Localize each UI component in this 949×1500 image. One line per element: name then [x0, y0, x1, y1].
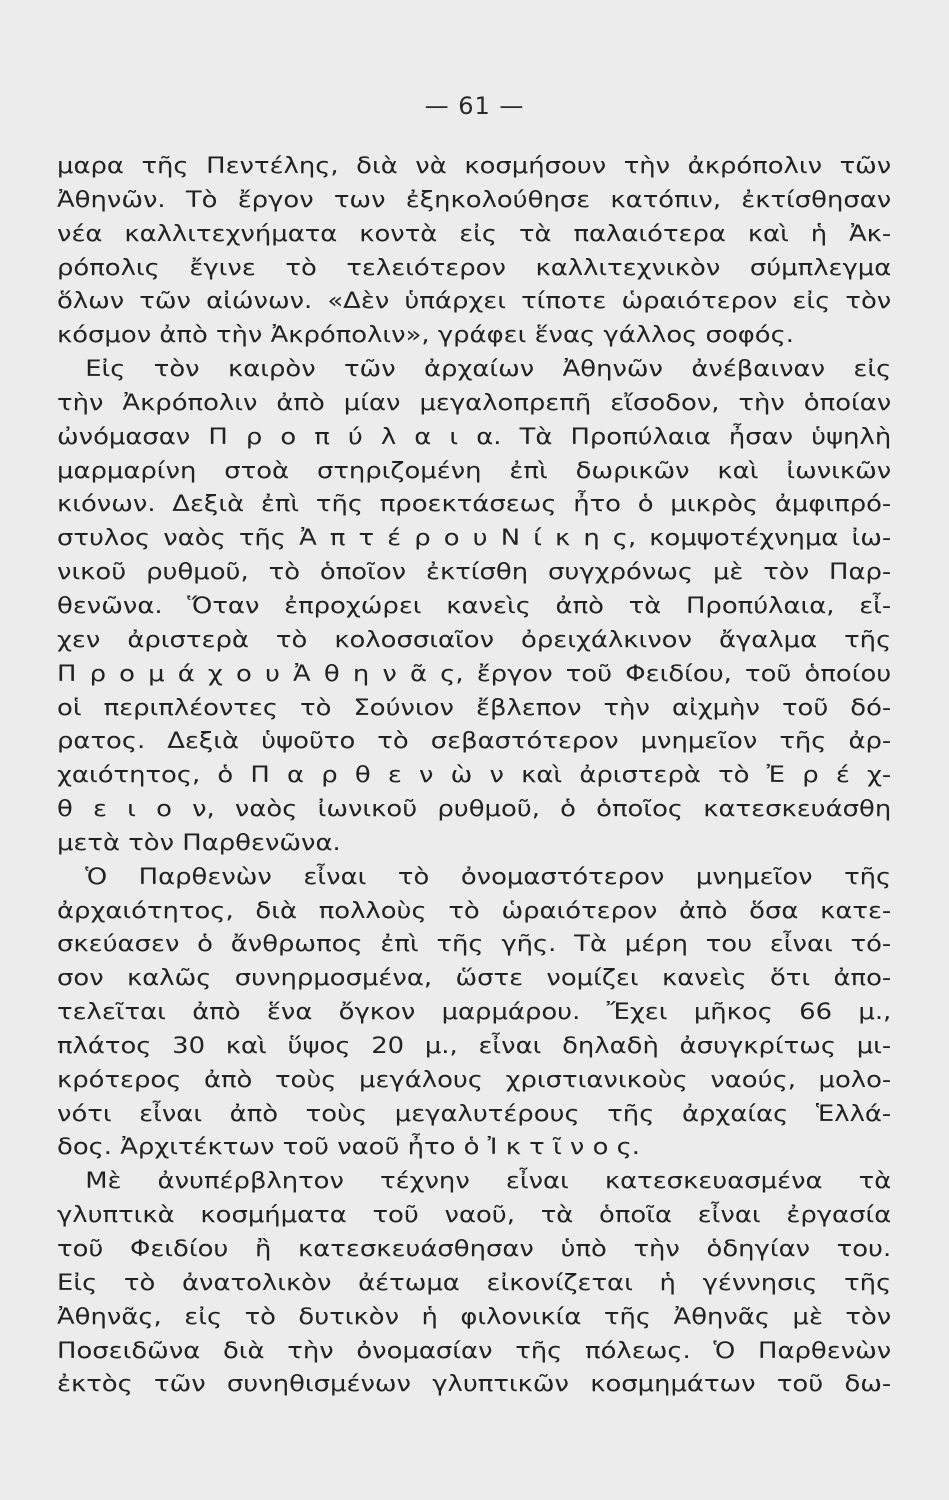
- text-line: ἐκτὸς τῶν συνηθισμένων γλυπτικῶν κοσμημάτων τοῦ δω-: [57, 1372, 892, 1398]
- text-line: μαρμαρίνη στοὰ στηριζομένη ἐπὶ δωρικῶν καὶ ἰωνικῶν: [57, 458, 892, 484]
- text-line: χαιότητος, ὁ Π α ρ θ ε ν ὼ ν καὶ ἀριστερὰ τὸ Ἐ ρ έ χ-: [57, 763, 892, 789]
- text-line: θενῶνα. Ὅταν ἐπροχώρει κανεὶς ἀπὸ τὰ Προπύλαια, εἶ-: [57, 593, 892, 619]
- text-line: Ποσειδῶνα διὰ τὴν ὀνομασίαν τῆς πόλεως. Ὁ Παρθενὼν: [57, 1338, 892, 1364]
- text-line: τελεῖται ἀπὸ ἕνα ὄγκον μαρμάρου. Ἔχει μῆκος 66 μ.,: [57, 1000, 892, 1026]
- text-line: χεν ἀριστερὰ τὸ κολοσσιαῖον ὀρειχάλκινον ἄγαλμα τῆς: [57, 627, 892, 653]
- text-line: νικοῦ ρυθμοῦ, τὸ ὁποῖον ἐκτίσθη συγχρόνως μὲ τὸν Παρ-: [57, 560, 892, 586]
- text-line: σκεύασεν ὁ ἄνθρωπος ἐπὶ τῆς γῆς. Τὰ μέρη του εἶναι τό-: [57, 932, 892, 958]
- text-line: ὅλων τῶν αἰώνων. «Δὲν ὑπάρχει τίποτε ὡραιότερον εἰς τὸν: [57, 289, 892, 315]
- text-line: Εἰς τὸ ἀνατολικὸν ἀέτωμα εἰκονίζεται ἡ γέννησις τῆς: [57, 1270, 892, 1296]
- text-line: μετὰ τὸν Παρθενῶνα.: [57, 830, 341, 856]
- text-line: κρότερος ἀπὸ τοὺς μεγάλους χριστιανικοὺς ναούς, μολο-: [57, 1067, 892, 1093]
- text-line: Εἰς τὸν καιρὸν τῶν ἀρχαίων Ἀθηνῶν ἀνέβαιναν εἰς: [85, 357, 892, 383]
- text-line: πλάτος 30 καὶ ὕψος 20 μ., εἶναι δηλαδὴ ἀσυγκρίτως μι-: [57, 1033, 892, 1059]
- text-line: Ἀθηνῶν. Τὸ ἔργον των ἐξηκολούθησε κατόπιν, ἐκτίσθησαν: [57, 187, 892, 213]
- text-line: σον καλῶς συνηρμοσμένα, ὥστε νομίζει κανεὶς ὅτι ἀπο-: [57, 966, 892, 992]
- text-line: Ἀθηνᾶς, εἰς τὸ δυτικὸν ἡ φιλονικία τῆς Ἀθηνᾶς μὲ τὸν: [57, 1304, 892, 1330]
- text-line: ρόπολις ἔγινε τὸ τελειότερον καλλιτεχνικὸν σύμπλεγμα: [57, 255, 892, 281]
- text-line: ὠνόμασαν Π ρ ο π ύ λ α ι α. Τὰ Προπύλαια ἦσαν ὑψηλὴ: [57, 424, 892, 450]
- text-line: Π ρ ο μ ά χ ο υ Ἀ θ η ν ᾶ ς, ἔργον τοῦ Φειδίου, τοῦ ὁποίου: [57, 661, 892, 687]
- text-line: τὴν Ἀκρόπολιν ἀπὸ μίαν μεγαλοπρεπῆ εἴσοδον, τὴν ὁποίαν: [57, 390, 892, 416]
- text-line: γλυπτικὰ κοσμήματα τοῦ ναοῦ, τὰ ὁποῖα εἶναι ἐργασία: [57, 1203, 892, 1229]
- text-line: θ ε ι ο ν, ναὸς ἰωνικοῦ ρυθμοῦ, ὁ ὁποῖος κατεσκευάσθη: [57, 797, 892, 823]
- text-line: ἀρχαιότητος, διὰ πολλοὺς τὸ ὡραιότερον ἀπὸ ὅσα κατε-: [57, 898, 892, 924]
- text-line: κιόνων. Δεξιὰ ἐπὶ τῆς προεκτάσεως ἦτο ὁ μικρὸς ἀμφιπρό-: [57, 492, 892, 518]
- text-line: νέα καλλιτεχνήματα κοντὰ εἰς τὰ παλαιότερα καὶ ἡ Ἀκ-: [57, 221, 892, 247]
- text-line: Μὲ ἀνυπέρβλητον τέχνην εἶναι κατεσκευασμένα τὰ: [85, 1169, 892, 1195]
- text-line: κόσμον ἀπὸ τὴν Ἀκρόπολιν», γράφει ἕνας γάλλος σοφός.: [57, 323, 795, 349]
- text-line: στυλος ναὸς τῆς Ἀ π τ έ ρ ο υ Ν ί κ η ς, κομψοτέχνημα ἰω-: [57, 526, 892, 552]
- text-line: ρατος. Δεξιὰ ὑψοῦτο τὸ σεβαστότερον μνημεῖον τῆς ἀρ-: [57, 729, 892, 755]
- text-line: οἱ περιπλέοντες τὸ Σούνιον ἔβλεπον τὴν αἰχμὴν τοῦ δό-: [57, 695, 892, 721]
- text-line: μαρα τῆς Πεντέλης, διὰ νὰ κοσμήσουν τὴν ἀκρόπολιν τῶν: [57, 154, 892, 179]
- text-line: νότι εἶναι ἀπὸ τοὺς μεγαλυτέρους τῆς ἀρχαίας Ἑλλά-: [57, 1101, 892, 1127]
- text-line: τοῦ Φειδίου ἢ κατεσκευάσθησαν ὑπὸ τὴν ὁδηγίαν του.: [57, 1237, 892, 1262]
- text-line: Ὁ Παρθενὼν εἶναι τὸ ὀνομαστότερον μνημεῖον τῆς: [85, 864, 892, 890]
- body-text: [57, 150, 891, 1402]
- page-number: — 61 —: [424, 92, 525, 120]
- text-line: δος. Ἀρχιτέκτων τοῦ ναοῦ ἦτο ὁ Ἰ κ τ ῖ ν ο ς.: [57, 1135, 641, 1161]
